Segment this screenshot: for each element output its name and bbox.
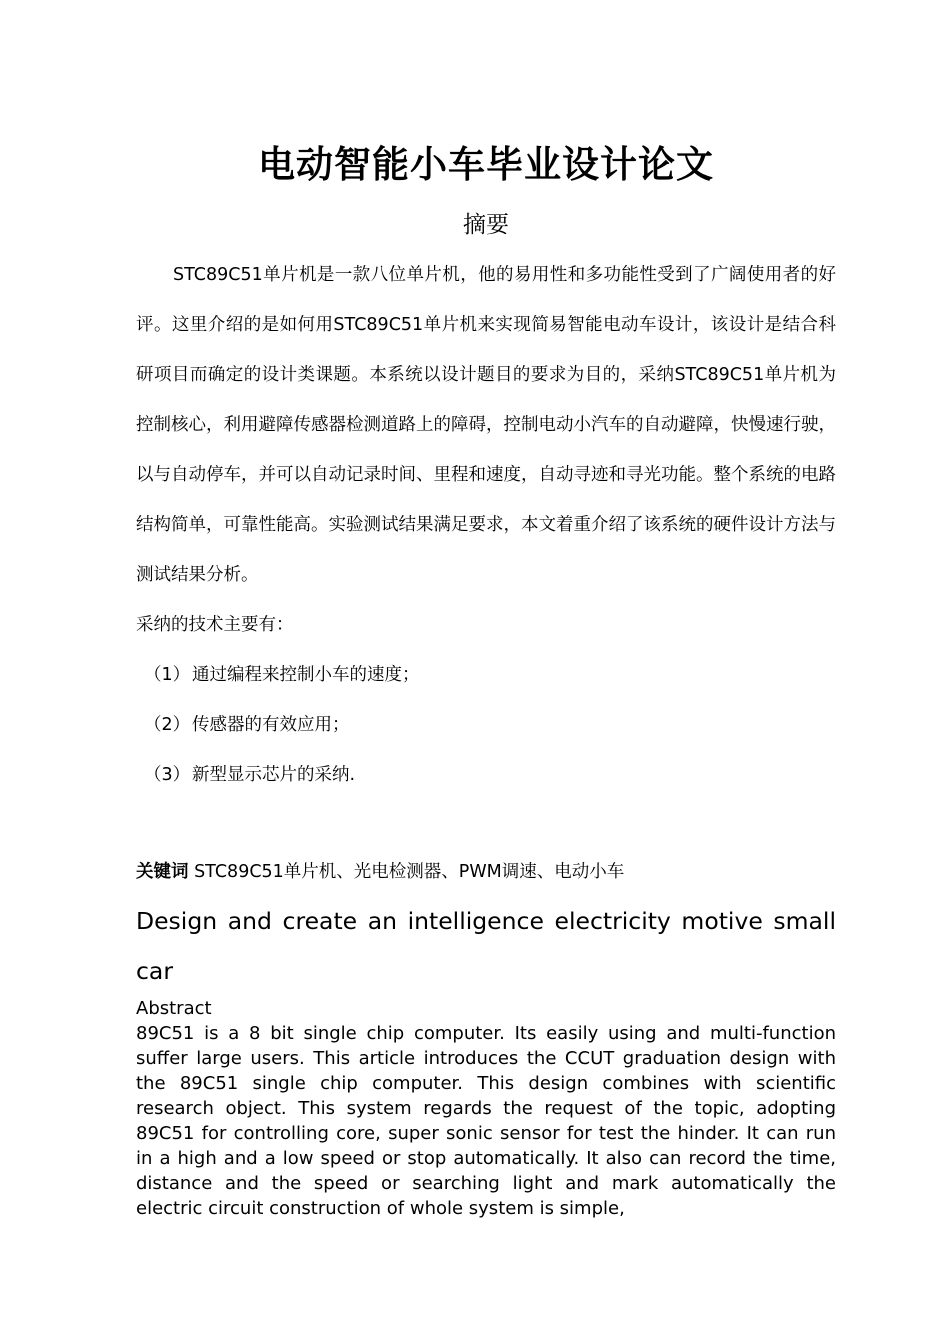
list-item-number: （1） bbox=[144, 665, 191, 685]
abstract-heading-cn: 摘要 bbox=[463, 212, 509, 238]
abstract-paragraph-cn: STC89C51单片机是一款八位单片机，他的易用性和多功能性受到了广阔使用者的好评。这里介绍的是如何用STC89C51单片机来实现简易智能电动车设计，该设计是结合科研项目而确定的设计类课题。本系统以设计题目的要求为目的，采纳STC89C51单片机为控制核心，利用避障传感器检测道路上的障碍，控制电动小汽车的自动避障，快慢速行驶，以与自动停车，并可以自动记录时间、里程和速度，自动寻迹和寻光功能。整个系统的电路结构简单，可靠性能高。实验测试结果满足要求，本文着重介绍了该系统的硬件设计方法与测试结果分析。 bbox=[136, 265, 836, 585]
document-title: 电动智能小车毕业设计论文 bbox=[258, 143, 714, 186]
list-item bbox=[136, 750, 836, 800]
abstract-paragraph-en: 89C51 is a 8 bit single chip computer. Its easily using and multi-function suffer large users. This article introduces the CCUT graduation design with the 89C51 single chip computer. This design combines with scientific research object. This system regards the request of the topic, adopting 89C51 for controlling core, super sonic sensor for test the hinder. It can run in a high and a low speed or stop automatically. It also can record the time, distance and the speed or searching light and mark automatically the electric circuit construction of whole system is simple, bbox=[136, 1023, 836, 1219]
list-item-text: 新型显示芯片的采纳. bbox=[192, 765, 356, 785]
list-item-text: 通过编程来控制小车的速度； bbox=[192, 665, 420, 685]
english-title: Design and create an intelligence electricity motive small car bbox=[136, 907, 836, 985]
abstract-heading-en: Abstract bbox=[136, 998, 212, 1019]
list-item bbox=[136, 700, 836, 750]
keywords-line bbox=[136, 847, 836, 897]
keywords-label: 关键词 bbox=[136, 862, 189, 882]
list-item bbox=[136, 650, 836, 700]
keywords-text: STC89C51单片机、光电检测器、PWM调速、电动小车 bbox=[188, 862, 625, 882]
abstract-body-cn bbox=[136, 250, 836, 800]
list-item-text: 传感器的有效应用； bbox=[192, 715, 350, 735]
tech-intro: 采纳的技术主要有： bbox=[136, 615, 294, 635]
list-item-number: （2） bbox=[144, 715, 191, 735]
list-item-number: （3） bbox=[144, 765, 191, 785]
